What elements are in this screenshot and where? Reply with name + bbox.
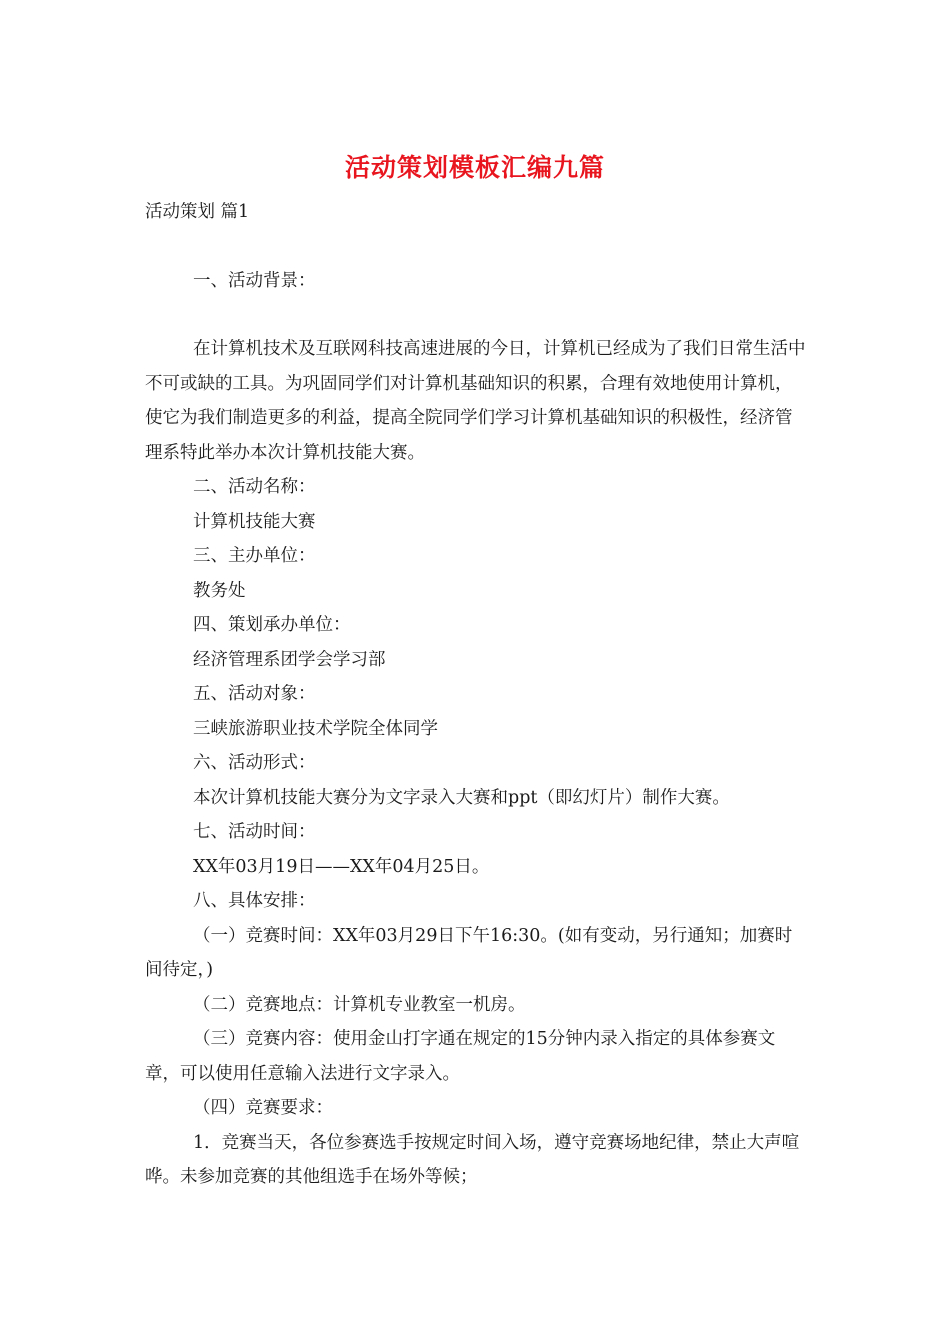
- document-title: 活动策划模板汇编九篇: [344, 153, 605, 182]
- paragraph-undertaker-heading: 四、策划承办单位：: [193, 615, 351, 635]
- paragraph-format-heading: 六、活动形式：: [193, 753, 316, 773]
- paragraph-time-heading: 七、活动时间：: [193, 822, 316, 842]
- paragraph-requirement-1: 1．竞赛当天，各位参赛选手按规定时间入场，遵守竞赛场地纪律，禁止大声喧哗。未参加竞赛的其他组选手在场外等候；: [145, 1132, 800, 1187]
- paragraph-background-heading: 一、活动背景：: [193, 270, 316, 291]
- paragraph-name-heading: 二、活动名称：: [193, 477, 316, 497]
- paragraph-undertaker-text: 经济管理系团学会学习部: [193, 649, 386, 670]
- paragraph-arrangement-heading: 八、具体安排：: [193, 891, 316, 911]
- paragraph-background-text: 在计算机技术及互联网科技高速进展的今日，计算机已经成为了我们日常生活中不可或缺的工具。为巩固同学们对计算机基础知识的积累，合理有效地使用计算机，使它为我们制造更多的利益，提高全院同学们学习计算机基础知识的积极性，经济管理系特此举办本次计算机技能大赛。: [145, 339, 806, 463]
- paragraph-name-text: 计算机技能大赛: [193, 511, 316, 532]
- paragraph-arrangement-place: （二）竞赛地点：计算机专业教室一机房。: [193, 994, 526, 1015]
- paragraph-time-text: XX年03月19日——XX年04月25日。: [193, 856, 490, 877]
- paragraph-audience-text: 三峡旅游职业技术学院全体同学: [193, 718, 438, 739]
- paragraph-organizer-heading: 三、主办单位：: [193, 546, 316, 566]
- paragraph-audience-heading: 五、活动对象：: [193, 684, 316, 704]
- paragraph-format-text: 本次计算机技能大赛分为文字录入大赛和ppt（即幻灯片）制作大赛。: [193, 787, 730, 808]
- paragraph-arrangement-content: （三）竞赛内容：使用金山打字通在规定的15分钟内录入指定的具体参赛文章，可以使用任意输入法进行文字录入。: [145, 1029, 776, 1084]
- paragraph-arrangement-time: （一）竞赛时间：XX年03月29日下午16:30。(如有变动，另行通知；加赛时间待定，): [145, 925, 793, 980]
- paragraph-arrangement-requirements: （四）竞赛要求：: [193, 1098, 333, 1118]
- section-heading: 活动策划 篇1: [145, 202, 250, 222]
- document-body: [145, 195, 807, 1195]
- paragraph-organizer-text: 教务处: [193, 580, 246, 601]
